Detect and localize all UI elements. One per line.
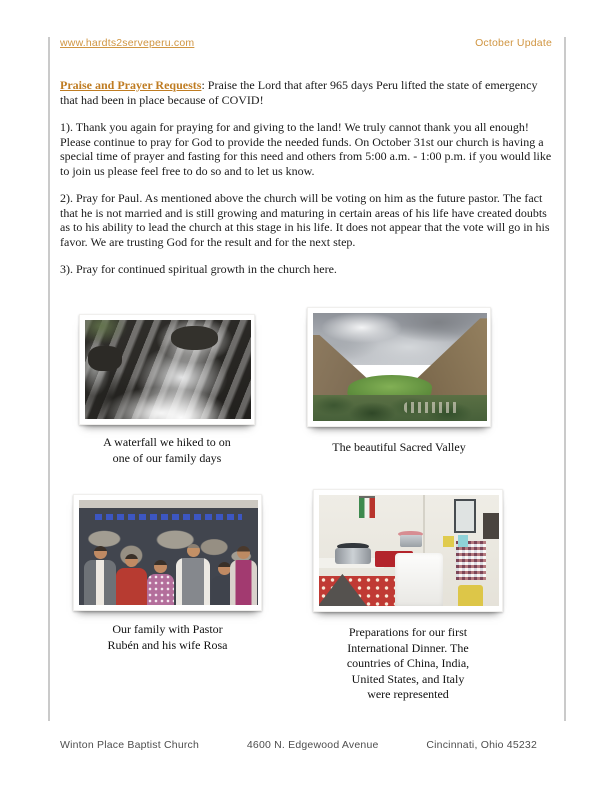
caption-line: United States, and Italy [351, 671, 465, 686]
cyan-item [458, 535, 469, 547]
website-link[interactable]: www.hardts2serveperu.com [60, 37, 195, 49]
person-floral-girl [147, 560, 174, 605]
wall-corner [423, 495, 425, 557]
person-head [125, 554, 138, 567]
person-suit-man [84, 546, 116, 605]
person-torso [230, 560, 257, 605]
person-torso [116, 568, 147, 605]
person-head [94, 546, 107, 559]
left-vertical-rule [48, 37, 50, 721]
kitchen-image [319, 495, 499, 606]
body-text [60, 78, 557, 290]
caption-line: International Dinner. The [347, 640, 469, 655]
caption-line: Rubén and his wife Rosa [107, 637, 228, 652]
window-frame [454, 499, 476, 533]
person-head [237, 546, 250, 559]
slow-cooker [335, 548, 371, 564]
water-splash [131, 389, 231, 419]
footer-city-state-zip: Cincinnati, Ohio 45232 [426, 739, 537, 751]
international-dinner-photo [313, 489, 503, 703]
waterfall-image [85, 320, 251, 419]
page-footer [60, 739, 537, 751]
person-magenta-top-woman [230, 546, 257, 605]
person-torso [176, 558, 210, 605]
photo-frame [79, 314, 255, 425]
footer-church-name: Winton Place Baptist Church [60, 739, 200, 751]
intro-paragraph [60, 78, 557, 107]
valley-image [313, 313, 487, 421]
white-tablecloth [395, 553, 444, 606]
blue-banner-text [95, 514, 242, 520]
rock-shape [88, 346, 121, 372]
person-red-shirt-woman [116, 554, 147, 605]
photo-caption [73, 622, 262, 653]
person-head [154, 560, 167, 573]
person-head [187, 544, 200, 557]
waterfall-photo [79, 314, 255, 466]
tree-line [313, 395, 487, 421]
photo-frame [313, 489, 503, 612]
family-with-pastor-photo [73, 494, 262, 653]
person-torso [84, 560, 116, 605]
caption-line: were represented [367, 687, 449, 701]
prayer-item-2: 2). Pray for Paul. As mentioned above the church will be voting on him as the future pastor. The fact that he is not married and is still growing and maturing in certain areas of his life have created doubts as to his ability to lead the church at this stage in his life. It does not appear that the vote will go in his favor. We are trusting God for the result and for the next step. [60, 191, 550, 249]
photo-caption [307, 440, 491, 456]
right-vertical-rule [564, 37, 566, 721]
photo-frame [307, 307, 491, 427]
yellow-bag [458, 585, 483, 606]
village-buildings [404, 402, 460, 414]
sacred-valley-photo [307, 307, 491, 456]
prayer-item-3: 3). Pray for continued spiritual growth in the church here. [60, 262, 337, 276]
edition-label: October Update [475, 37, 552, 49]
caption-line: Our family with Pastor [112, 622, 223, 636]
photo-caption [79, 435, 255, 466]
praise-requests-label: Praise and Prayer Requests [60, 78, 202, 92]
intro-text: : Praise the Lord that after 965 days Peru lifted the state of emergency that had been in place because of COVID! [60, 78, 538, 107]
person-torso [147, 574, 174, 605]
caption-line: The beautiful Sacred Valley [332, 440, 466, 454]
photo-frame [73, 494, 262, 611]
family-image [79, 500, 258, 605]
cooking-pot [400, 535, 422, 547]
yellow-item [443, 536, 454, 547]
person-vest-man [176, 544, 210, 605]
caption-line: A waterfall we hiked to on [103, 435, 231, 449]
dark-object [483, 513, 499, 540]
prayer-item-1: 1). Thank you again for praying for and giving to the land! We truly cannot thank you all enough! Please continue to pray for God to provide the needed funds. On October 31st our church is having a special time of prayer and fasting for this need and others from 5:00 a.m. - 1:00 p.m. if you would like to join us please feel free to do so and to let us know. [60, 120, 552, 178]
caption-line: one of our family days [112, 450, 222, 465]
footer-address: 4600 N. Edgewood Avenue [246, 739, 379, 751]
italian-flag-icon [359, 498, 375, 518]
caption-line: countries of China, India, [346, 656, 470, 670]
photo-caption [313, 625, 503, 703]
rock-shape [171, 326, 217, 350]
caption-line: Preparations for our first [348, 625, 468, 639]
